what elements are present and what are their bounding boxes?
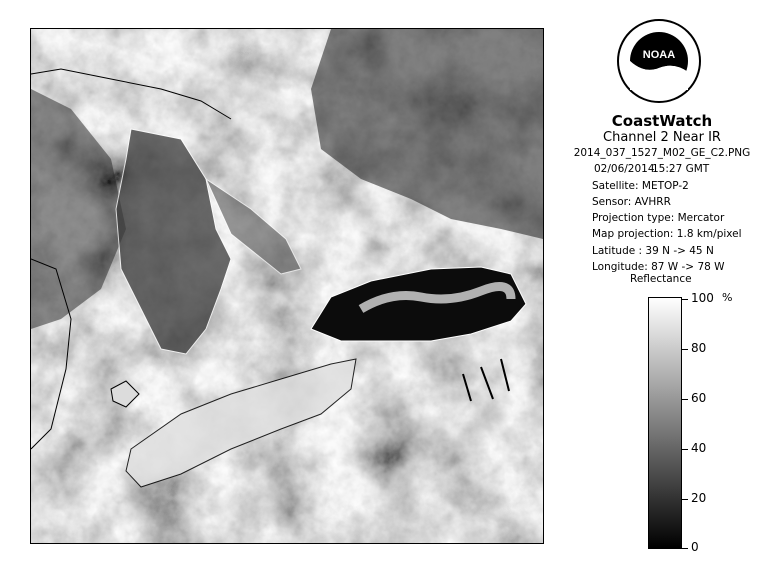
noaa-logo-icon — [616, 18, 702, 104]
colorbar-tick-label: 100 — [691, 291, 714, 305]
colorbar-tick — [682, 449, 688, 450]
satellite-image — [30, 28, 544, 544]
colorbar-tick-label: 80 — [691, 341, 707, 355]
projection-label: Projection type: Mercator — [592, 212, 725, 224]
longitude-label: Longitude: 87 W -> 78 W — [592, 261, 725, 273]
colorbar-tick — [682, 499, 688, 500]
colorbar-tick — [682, 548, 688, 549]
colorbar-tick — [682, 399, 688, 400]
latitude-label: Latitude : 39 N -> 45 N — [592, 245, 714, 257]
great-lakes-map — [31, 29, 543, 543]
logo-text: NOAA — [642, 49, 676, 61]
filename-label: 2014_037_1527_M02_GE_C2.PNG — [573, 147, 751, 159]
sensor-label: Sensor: AVHRR — [592, 196, 671, 208]
colorbar-unit: % — [722, 291, 733, 304]
satellite-label: Satellite: METOP-2 — [592, 180, 689, 192]
colorbar-tick-label: 60 — [691, 391, 707, 405]
date-label: 02/06/2014 — [594, 163, 655, 175]
time-label: 15:27 GMT — [652, 163, 710, 175]
colorbar — [648, 297, 682, 549]
product-title: CoastWatch — [611, 112, 713, 130]
colorbar-label: Reflectance — [630, 273, 692, 285]
channel-label: Channel 2 Near IR — [603, 130, 721, 145]
colorbar-tick-label: 20 — [691, 491, 707, 505]
colorbar-tick — [682, 349, 688, 350]
colorbar-tick — [682, 299, 688, 300]
map-projection-label: Map projection: 1.8 km/pixel — [592, 228, 742, 240]
colorbar-tick-label: 40 — [691, 441, 707, 455]
colorbar-tick-label: 0 — [691, 540, 699, 554]
